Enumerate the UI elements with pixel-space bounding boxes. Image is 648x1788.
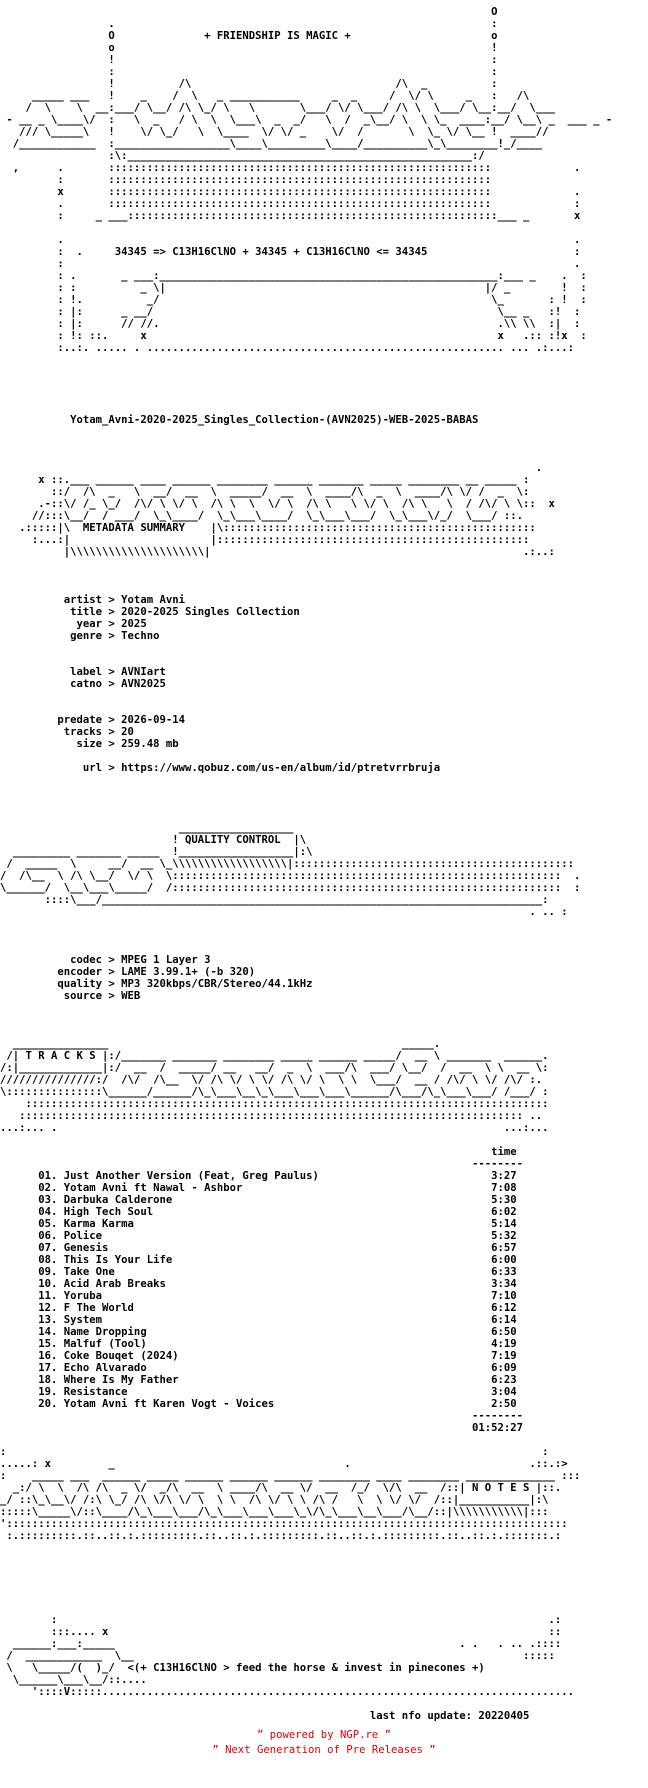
footer-tagline: ” Next Generation of Pre Releases ” [212, 1744, 436, 1756]
footer-powered-by: ” powered by NGP.re ” [257, 1729, 391, 1741]
nfo-text: O . : O + FRIENDSHIP IS MAGIC + o o ! ! : : : ! /\ /\ _ : _____ ___ ! _ / \ _ ___________ _ _ / \/ \ _ : /\ / \ \ __:___/ \__/ /\ \_/ \ \ \___/ \/ \___/ /\ \ \___/ \__:__/ \___ - __ _ \____\/ : \ _ / \ \ \___\ _ _/ \ / _\__/ \ \ \_ ____:__/ \__\ _ ___ _ - /// \_____\ ! \/ \_/ \ \____ \/ \/ _ \/ / \ \_ \/ \__ ! ____// /____________ :__________________\____\_________\____/__________\_\________!_/____ :\:______________________________________________________:/ , . :::::::::::::::::::::::::::::::::::::::::::::::::::::::::::: . : :::::::::::::::::::::::::::::::::::::::::::::::::::::::::::: x :::::::::::::::::::::::::::::::::::::::::::::::::::::::::::: . . :::::::::::::::::::::::::::::::::::::::::::::::::::::::::::: : : _ ___::::::::::::::::::::::::::::::::::::::::::::::::::::::::::___ _ x . . : . 34345 => C13H16ClNO + 34345 + C13H16ClNO <= 34345 : : . : . _ ___:_____________________________________________________:___ _ . : : : _ \| |/ _ ! : : !. _/ \_ : ! : : |: _ __/ \__ _ :! : : |: // //. .\\ \\ :| : : !: ::. x x .:: :!x : :..:. ..... . ........................................................ ... .:...: Yotam_Avni-2020-2025_Singles_Collection-(AVN2025)-WEB-2025-BABAS . x ::.___ ______ ____ ______ ________ ______ _______ _____ ________ __ _____ : ::/ /\ _ \ __/ __ \ _____/ __ \ ____/\ _ \ ____/\ \/ / _ \: .-::\/ /_ \_/ /\/ \ \/ \ /\ \ \ \/ \ /\ \ \ \/ \ /\ \ \ / /\/ \ \:: x //:::\__/ / ___/ \_\____/ \_\___\____/ \_\___\___/ \_\___\/_/ \___/ ::. .:::::|\ METADATA SUMMARY |\::::::::::::::::::::::::::::::::::::::::::::::::: :...:| |::::::::::::::::::::::::::::::::::::::::::::::::: |\\\\\\\\\\\\\\\\\\\\\| .:..: artist > Yotam Avni title > 2020-2025 Singles Collection year > 2025 genre > Techno label > AVNIart catno > AVN2025 predate > 2026-09-14 tracks > 20 size > 259.48 mb url > https://www.qobuz.com/us-en/album/id/ptretvrrbruja __________________ ! QUALITY CONTROL |\ _________ _______ _____ !__________________|:\ / _____ \ __/ __ \_\\\\\\\\\\\\\\\\\\|:::::::::::::::::::::::::::::::::::::::::::: / /\__ \ /\ \__/ \/ \ \::::::::::::::::::::::::::::::::::::::::::::::::::::::::::::: . \______/ \__\___\_____/ /::::::::::::::::::::::::::::::::::::::::::::::::::::::::::::: : ::::\___/_____________________________________________________________________: . .. : codec > MPEG 1 Layer 3 encoder > LAME 3.99.1+ (-b 320) quality > MP3 320kbps/CBR/Stereo/44.1kHz source > WEB _______________ _____. /| T R A C K S |:/_______ _______ ________ _____ ______ _____/ __ \ _______ ______. /:|_____________|:/ __ / _____/ __ __/ _ \ ___/\ ___/ \__/ / __ \ \ __ \: ///////////////:/ /\/ /\__ \/ /\ \/ \ \/ /\ \/ \ \ \ \___/ __ / /\/ \ \/ /\/ :. \:::::::::::::::\______/______/\_\___\__\_\___\___\___\______/\___/\_\___\___/ /___/ : :::::::::::::::::::::::::::::::::::::::::::::::::::::::::::::::::::::::::::::::::: ::::::::::::::::::::::::::::::::::::::::::::::::::::::::::::::::::::::::::::::: .. ...:... . ...:... time -------- 01. Just Another Version (Feat, Greg Paulus) 3:27 02. Yotam Avni ft Nawal - Ashbor 7:08 03. Darbuka Calderone 5:30 04. High Tech Soul 6:02 05. Karma Karma 5:14 06. Police 5:32 07. Genesis 6:57 08. This Is Your Life 6:00 09. Take One 6:33 10. Acid Arab Breaks 3:34 11. Yoruba 7:10 12. F The World 6:12 13. System 6:14 14. Name Dropping 6:50 15. Malfuf (Tool) 4:19 16. Coke Bouqet (2024) 7:19 17. Echo Alvarado 6:09 18. Where Is My Father 6:23 19. Resistance 3:04 20. Yotam Avni ft Karen Vogt - Voices 2:50 -------- 01:52:27 : : .....: x _ . .::.:> : _____ ___ ______ _____ ______ ______ ______ ________ ____ ________ ______________ ::: _:/ \ \ /\ /\ _ \/ _/\ __ \ ____/\ __ \/ __ /_/ \/\ __ /::| N O T E S |::. _/ ::\_\__\/ /:\ \_/ /\ \/\ \/ \ \ \ /\ \/ \ \ /\ / \ \ \/ \/ /::|___________|:\ :::::\_____\/::\____/\_\___\___/\_\___\___\___\_\/\_\___\__\___/\__/::|\\\\\\\\\\\|::: ':::::::::::::::::::::::::::::::::::::::::::::::::::::::::::::::::::::::::::::::::::::::: :.:::::::::.::..::.:.:::::::::.::..::.:.:::::::::.::..::.:.:::::::::.::..::.:.:::::::.: : .: :::.... x :: ______:___:_____ . . . .. .:::: / ____________ \__ ::::: \ \_____/( )_/ <(+ C13H16ClNO > feed the horse & invest in pinecones +) \______\___\__/::.... '::::V:::::.......................................................................... last nfo update: 20220405 [0, 6, 613, 1722]
